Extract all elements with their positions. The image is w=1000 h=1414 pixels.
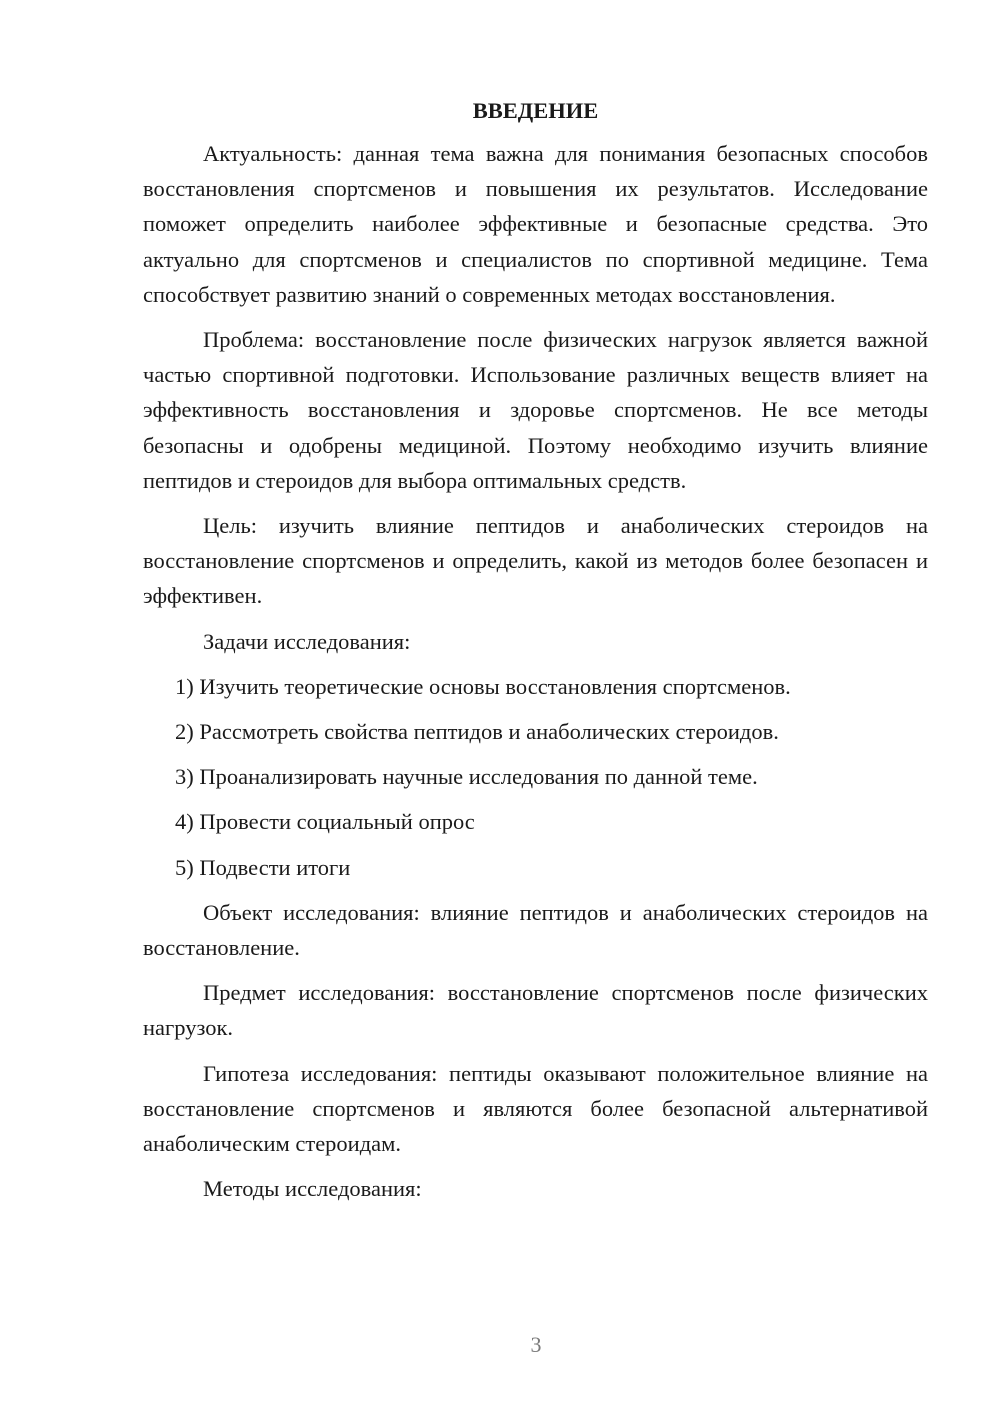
relevance-paragraph: Актуальность: данная тема важна для понимания безопасных способов восстановления спортсменов и повышения их результатов. Исследование поможет определить наиболее эффективные и безопасные средства. Это актуально для спортсменов и специалистов по спортивной медицине. Тема способствует развитию знаний о современных методах восстановления. — [143, 141, 928, 307]
methods-heading: Методы исследования: — [203, 1176, 422, 1202]
goal-paragraph: Цель: изучить влияние пептидов и анаболических стероидов на восстановление спортсменов и определить, какой из методов более безопасен и эффективен. — [143, 513, 928, 609]
page-title: ВВЕДЕНИЕ — [472, 98, 599, 123]
task-item: 3) Проанализировать научные исследования по данной теме. — [175, 764, 758, 790]
task-item: 1) Изучить теоретические основы восстановления спортсменов. — [175, 673, 791, 699]
tasks-heading: Задачи исследования: — [203, 628, 411, 654]
object-paragraph: Объект исследования: влияние пептидов и анаболических стероидов на восстановление. — [143, 899, 928, 961]
problem-paragraph: Проблема: восстановление после физических нагрузок является важной частью спортивной подготовки. Использование различных веществ влияет на эффективность восстановления и здоровье спортсменов. Не все методы безопасны и одобрены медициной. Поэтому необходимо изучить влияние пептидов и стероидов для выбора оптимальных средств. — [143, 327, 928, 493]
subject-paragraph: Предмет исследования: восстановление спортсменов после физических нагрузок. — [143, 980, 928, 1041]
task-item: 4) Провести социальный опрос — [175, 809, 475, 835]
task-item: 2) Рассмотреть свойства пептидов и анаболических стероидов. — [175, 719, 779, 745]
document-page — [143, 96, 928, 1216]
page-number: 3 — [530, 1332, 542, 1357]
tasks-list — [143, 669, 928, 885]
hypothesis-paragraph: Гипотеза исследования: пептиды оказывают положительное влияние на восстановление спортсменов и являются более безопасной альтернативой анаболическим стероидам. — [143, 1060, 928, 1157]
task-item: 5) Подвести итоги — [175, 854, 351, 880]
